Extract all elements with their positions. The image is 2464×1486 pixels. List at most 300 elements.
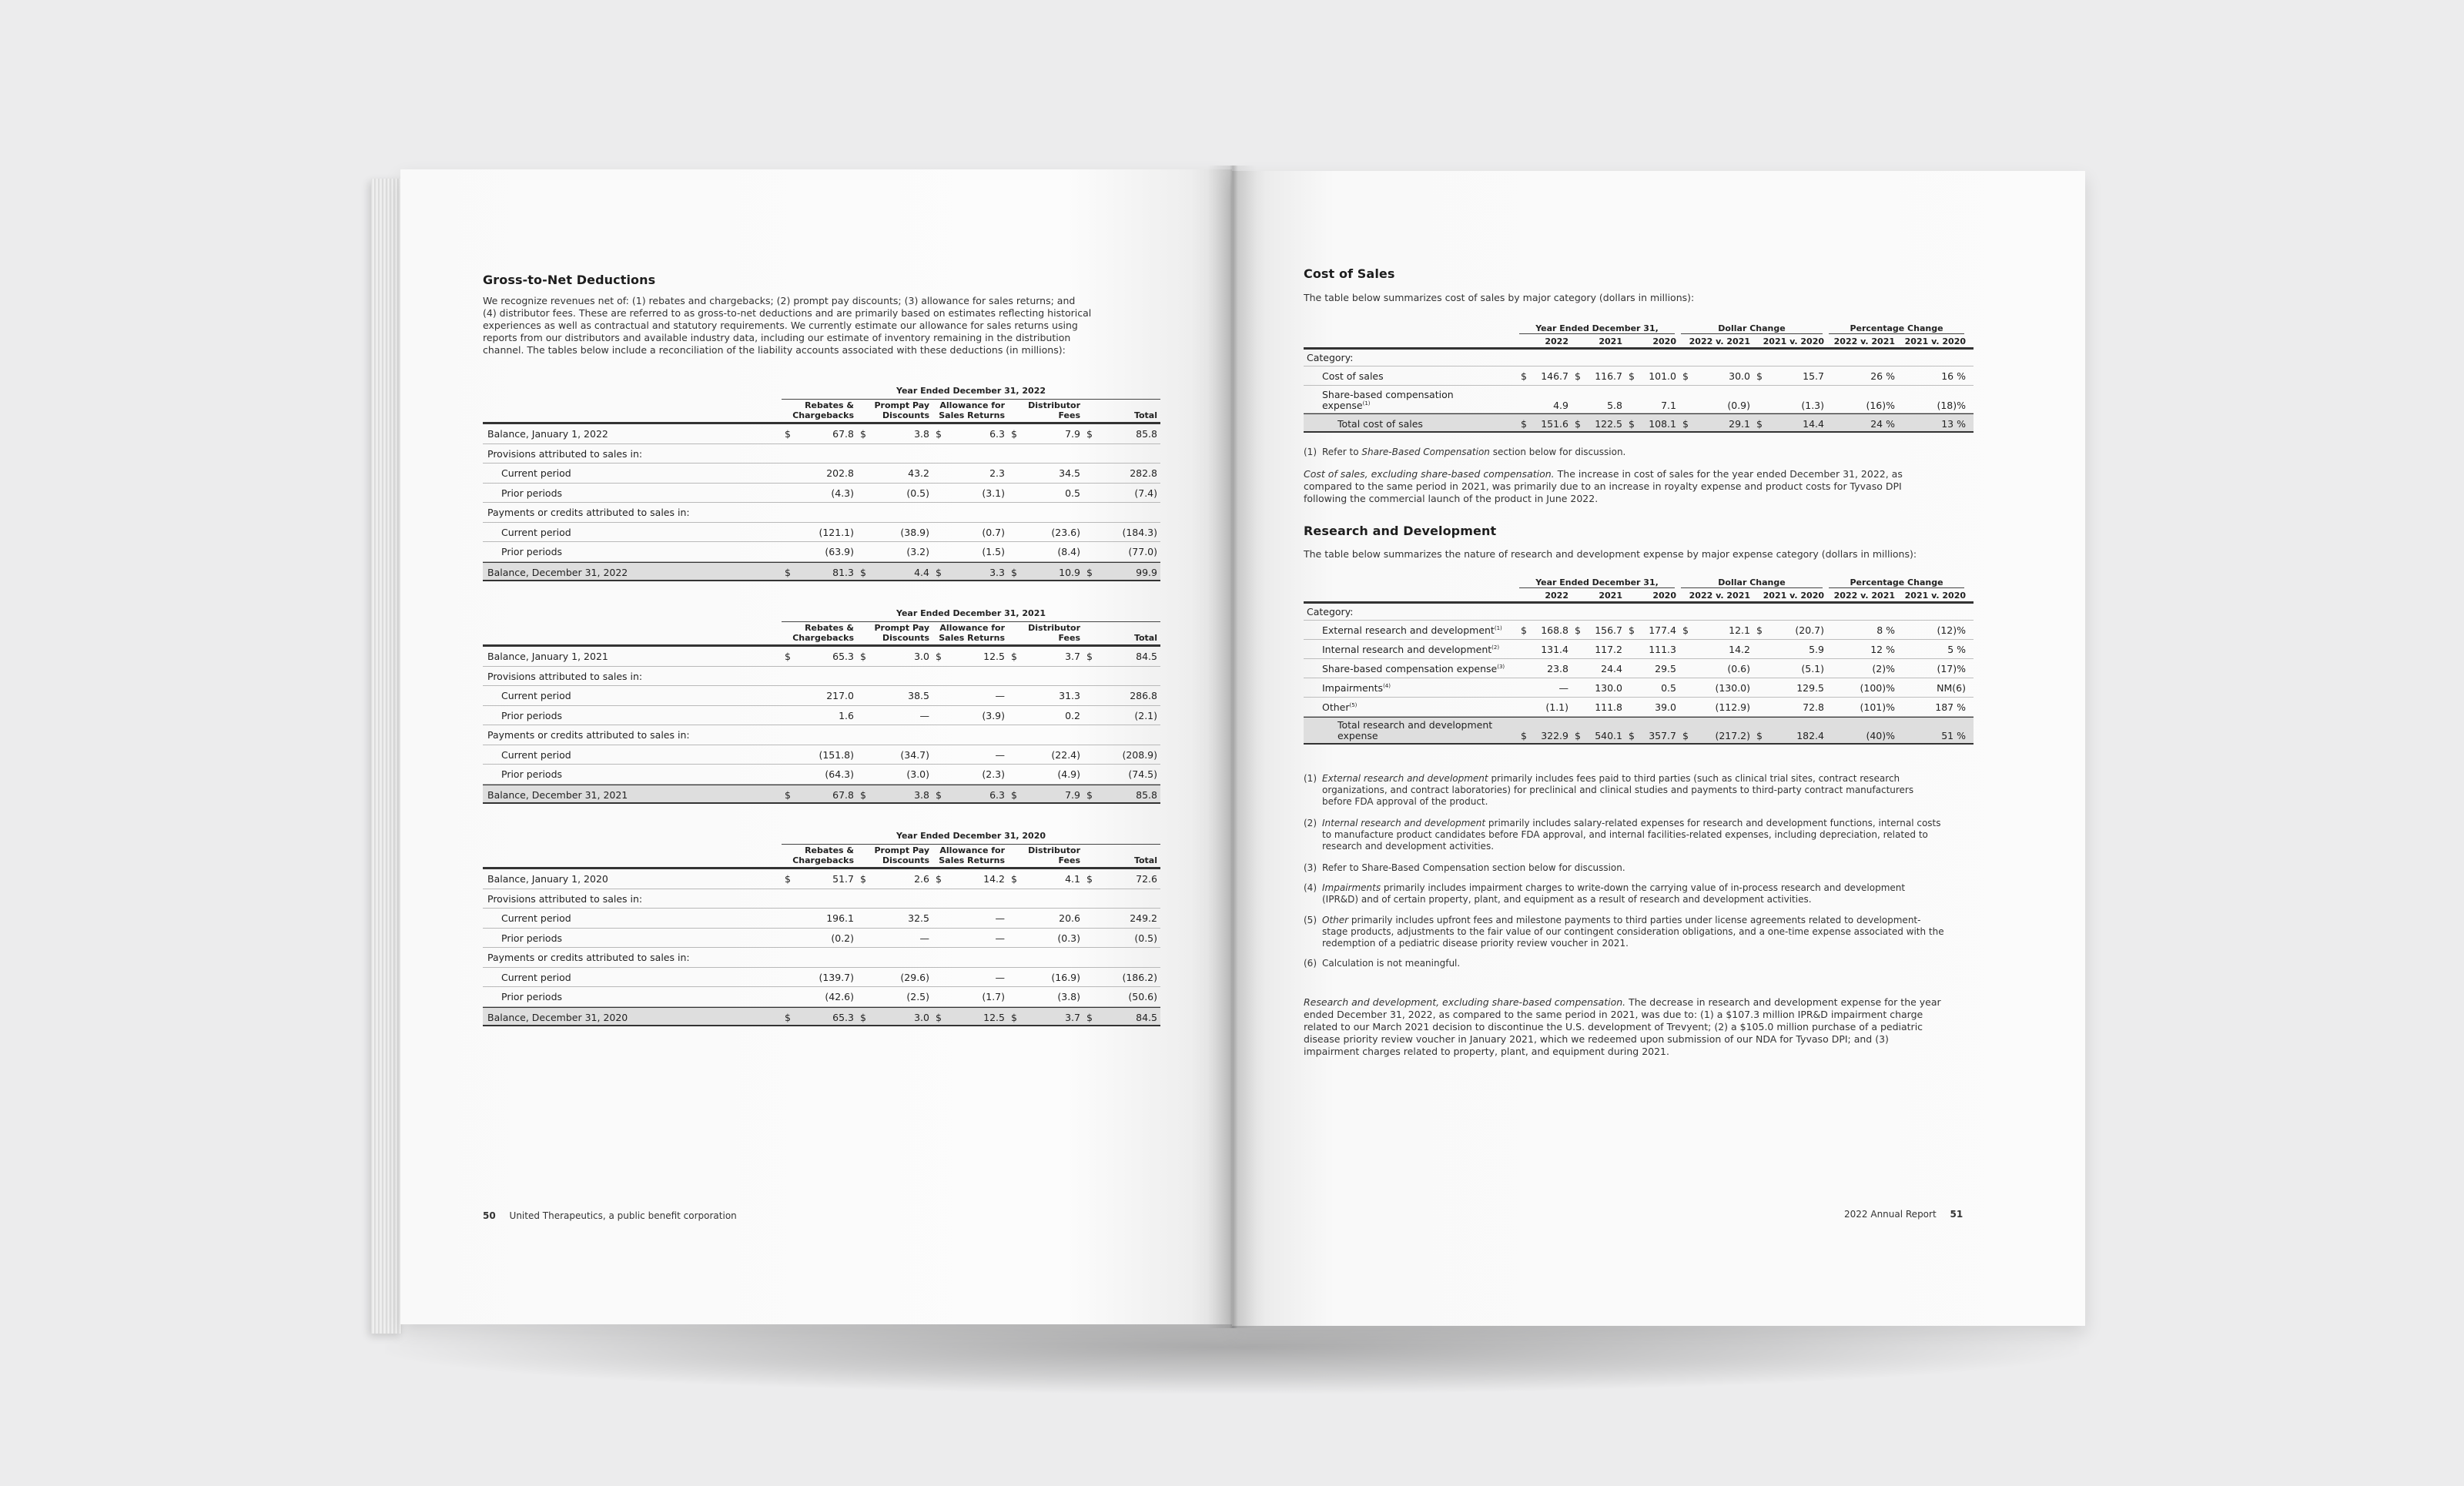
currency-symbol (1008, 968, 1011, 987)
currency-symbol: $ (1011, 873, 1017, 885)
sub-header: 2020 (1652, 336, 1676, 346)
table-cell (1008, 765, 1083, 784)
footnote-line (1322, 938, 1974, 949)
left-footer-text: United Therapeutics, a public benefit corporation (509, 1210, 737, 1221)
table-cell (1573, 414, 1627, 431)
table-row (1304, 659, 1974, 678)
table-cell (1519, 659, 1573, 678)
right-page-number: 51 (1950, 1209, 1964, 1220)
paragraph-line (1304, 996, 1981, 1009)
currency-symbol (857, 968, 860, 987)
currency-symbol (857, 484, 860, 503)
table-cell (1083, 745, 1160, 765)
cell-value: 322.9 (1541, 730, 1568, 741)
cell-value: — (995, 748, 1005, 761)
table-cell (857, 929, 932, 948)
table-cell (1008, 464, 1083, 483)
table-cell (1083, 909, 1160, 928)
row-label: Prior periods (501, 768, 563, 780)
table-cell (1755, 731, 1829, 741)
column-header-line: Chargebacks (792, 410, 854, 420)
table-cell (1519, 731, 1573, 741)
paragraph-text: The decrease in research and development expense for the year (1625, 996, 1941, 1008)
table-cell (782, 968, 857, 987)
cell-value: 117.2 (1595, 644, 1622, 655)
table-cell (1829, 640, 1900, 658)
column-header-line: Prompt Pay (874, 845, 929, 855)
cell-value: 3.8 (914, 788, 929, 801)
table-row (483, 968, 1160, 988)
column-header-line: Chargebacks (792, 633, 854, 643)
currency-symbol (932, 667, 936, 686)
table-row (483, 869, 1160, 889)
currency-symbol (1829, 640, 1830, 658)
row-label (1304, 678, 1519, 697)
cell-value: 67.8 (832, 428, 854, 440)
group-header-year: Year Ended December 31, (1519, 577, 1675, 588)
currency-symbol (857, 444, 860, 464)
table-cell (932, 706, 1008, 725)
currency-symbol (1519, 678, 1521, 697)
table-cell (1829, 621, 1900, 639)
table-cell (932, 948, 1008, 967)
sub-header: 2022 v. 2021 (1689, 591, 1750, 601)
intro-line: channel. The tables below include a reconciliation of the liability accounts associated with these deductions (in millions): (483, 344, 1066, 356)
table-cell (1829, 731, 1900, 741)
table-cell (1008, 968, 1083, 987)
footnote-line-text: primarily includes impairment charges to write-down the carrying value of in-process research and development (1381, 882, 1906, 893)
table-cell (1083, 948, 1160, 967)
table-cell (932, 968, 1008, 987)
footnote-line-text: primarily includes fees paid to third parties (such as clinical trial sites, contract research (1488, 773, 1900, 784)
footnote-line (1322, 926, 1974, 938)
cell-value: (34.7) (900, 748, 929, 761)
footnote-line-text: organizations, and contract laboratories) for preclinical and clinical studies and payments to third-party contract manufacturers (1322, 785, 1914, 795)
table-cell (1627, 731, 1681, 741)
cell-value: (121.1) (819, 526, 854, 538)
left-page-number: 50 (483, 1210, 496, 1221)
category-label: Category: (1307, 352, 1354, 363)
cell-value: (2.3) (982, 768, 1005, 780)
currency-symbol (932, 686, 936, 705)
cell-value: (12)% (1937, 624, 1966, 636)
cell-value: (1.5) (982, 546, 1005, 557)
row-label (1304, 640, 1519, 658)
currency-symbol (932, 968, 936, 987)
table-cell (1900, 400, 1970, 411)
table-row (483, 948, 1160, 968)
table-cell (1083, 987, 1160, 1006)
sub-header: 2022 (1545, 336, 1568, 346)
currency-symbol (782, 948, 785, 967)
sub-header: 2020 (1652, 591, 1676, 601)
cell-value: 7.9 (1065, 428, 1080, 440)
cell-value: 357.7 (1649, 730, 1676, 741)
table-cell (1755, 678, 1829, 697)
sub-header: 2022 v. 2021 (1833, 336, 1895, 346)
footnote-number: (1) (1304, 773, 1317, 784)
cost-footnote-1 (1304, 447, 1974, 458)
group-header-year: Year Ended December 31, (1519, 323, 1675, 334)
currency-symbol (857, 542, 860, 561)
cell-value: 85.8 (1136, 788, 1157, 801)
row-label-text: Share-based compensation (1322, 390, 1454, 400)
cell-value: 0.2 (1065, 709, 1080, 721)
cell-value: (2)% (1872, 663, 1895, 674)
cell-value: 84.5 (1136, 1011, 1157, 1023)
table-cell (1083, 686, 1160, 705)
currency-symbol (1083, 889, 1086, 909)
currency-symbol: $ (1575, 370, 1581, 382)
table-cell (1083, 484, 1160, 503)
cell-value: 16 % (1941, 370, 1966, 382)
cell-value: (16.9) (1051, 971, 1080, 983)
currency-symbol: $ (1086, 1011, 1093, 1023)
currency-symbol (1083, 929, 1086, 948)
currency-symbol (1008, 686, 1011, 705)
column-header-line: Fees (1058, 410, 1080, 420)
table-cell (1681, 698, 1755, 716)
table-cell (1681, 678, 1755, 697)
currency-symbol: $ (936, 1011, 942, 1023)
sub-header-row (1304, 588, 1974, 604)
row-label: Balance, December 31, 2020 (487, 1011, 628, 1023)
footnote-text (1322, 958, 1974, 969)
table-cell (1755, 698, 1829, 716)
row-label: Balance, January 1, 2022 (487, 428, 608, 440)
cell-value: 26 % (1870, 370, 1895, 382)
table-cell (1008, 725, 1083, 745)
column-header-line: Prompt Pay (874, 400, 929, 410)
paragraph-text: disease priority review voucher in January 2021, which we redeemed upon submission of our NDA for Tyvaso DPI; and (3) (1304, 1033, 1889, 1045)
cell-value: (186.2) (1122, 971, 1157, 983)
table-cell (1083, 869, 1160, 889)
row-label: Balance, December 31, 2022 (487, 566, 628, 578)
cell-value: (3.1) (982, 487, 1005, 499)
table-cell (1008, 889, 1083, 909)
table-cell (1519, 640, 1573, 658)
currency-symbol (1755, 678, 1756, 697)
table-cell (1627, 414, 1681, 431)
currency-symbol (1519, 698, 1521, 716)
group-header-row (1304, 320, 1974, 334)
row-label: Current period (501, 690, 571, 701)
table-cell (1755, 366, 1829, 385)
footnote-line (1322, 773, 1974, 785)
row-label: Provisions attributed to sales in: (487, 447, 643, 460)
table-cell (1083, 785, 1160, 803)
currency-symbol (782, 523, 785, 542)
intro-line: experiences as well as contractual and statutory requirements. We currently estimate our allowance for sales returns using (483, 320, 1078, 331)
table-cell (1755, 659, 1829, 678)
intro-line: (4) distributor fees. These are referred to as gross-to-net deductions and are primarily based on estimates reflecting historical (483, 307, 1092, 319)
cell-value: 5.9 (1809, 644, 1824, 655)
footnote-text (1322, 862, 1974, 874)
cell-value: (1.3) (1801, 400, 1824, 411)
table-cell (782, 785, 857, 803)
currency-symbol (1900, 400, 1901, 411)
footnote-emphasis: Other (1322, 915, 1349, 925)
cell-value: 101.0 (1649, 370, 1676, 382)
year-heading: Year Ended December 31, 2021 (782, 605, 1160, 622)
table-cell (782, 706, 857, 725)
table-cell (1519, 621, 1573, 639)
table-cell (1573, 640, 1627, 658)
footnote-number: (5) (1304, 915, 1317, 925)
paragraph-line (1304, 1033, 1981, 1046)
table-cell (1681, 414, 1755, 431)
currency-symbol (782, 987, 785, 1006)
right-page (1232, 171, 2085, 1326)
table-cell (1900, 659, 1970, 678)
column-header (932, 400, 1008, 420)
currency-symbol (857, 503, 860, 522)
footnote-marker: (2) (1491, 644, 1500, 651)
currency-symbol (1083, 706, 1086, 725)
table-cell (932, 929, 1008, 948)
currency-symbol: $ (1575, 730, 1581, 741)
paragraph-line (1304, 468, 1981, 480)
column-header-line: Discounts (882, 410, 929, 420)
rd-heading: Research and Development (1304, 524, 1497, 538)
currency-symbol (932, 444, 936, 464)
sub-header: 2021 v. 2020 (1763, 591, 1824, 601)
table-cell (1008, 1008, 1083, 1026)
footnote-emphasis: External research and development (1322, 773, 1488, 784)
footnote-line (1322, 862, 1974, 874)
cell-value: 286.8 (1130, 690, 1157, 701)
table-cell (1008, 869, 1083, 889)
row-label-text: Internal research and development (1322, 644, 1492, 655)
footnote-line-text: (IPR&D) and of certain property, plant, and equipment as a result of research and development activities. (1322, 894, 1812, 905)
row-label-text: External research and development (1322, 624, 1495, 636)
currency-symbol (1829, 731, 1830, 741)
table-cell (1900, 640, 1970, 658)
row-label: Payments or credits attributed to sales in: (487, 952, 690, 963)
currency-symbol: $ (1682, 370, 1689, 382)
currency-symbol (1681, 640, 1682, 658)
currency-symbol: $ (1521, 624, 1527, 636)
group-header-dollar: Dollar Change (1681, 577, 1823, 588)
column-header-line: Fees (1058, 855, 1080, 865)
rd-expense-table (1304, 574, 1974, 745)
cost-of-sales-discussion (1304, 468, 1981, 505)
table-row (483, 686, 1160, 706)
table-row (1304, 698, 1974, 717)
table-row (483, 503, 1160, 523)
cell-value: (7.4) (1134, 487, 1157, 499)
deductions-table-2022 (483, 383, 1160, 581)
row-label: Provisions attributed to sales in: (487, 892, 643, 905)
currency-symbol (782, 765, 785, 784)
table-cell (1900, 731, 1970, 741)
currency-symbol (1573, 698, 1575, 716)
cell-value: 129.5 (1796, 682, 1824, 694)
table-cell (1755, 400, 1829, 411)
footnote-line-text: research and development activities. (1322, 841, 1495, 852)
column-header (782, 400, 857, 420)
cell-value: 24.4 (1601, 663, 1622, 674)
currency-symbol (932, 706, 936, 725)
group-header-percentage: Percentage Change (1829, 577, 1964, 588)
currency-symbol (1829, 414, 1830, 431)
cell-value: (64.3) (825, 768, 854, 780)
cell-value: 540.1 (1595, 730, 1622, 741)
table-cell (932, 424, 1008, 443)
currency-symbol: $ (936, 428, 942, 440)
sub-header: 2022 v. 2021 (1833, 591, 1895, 601)
column-header (782, 845, 857, 865)
cell-value: 72.8 (1803, 701, 1824, 713)
currency-symbol: $ (1086, 651, 1093, 662)
currency-symbol (1627, 659, 1629, 678)
paragraph-emphasis: Cost of sales, excluding share-based compensation. (1304, 468, 1555, 480)
currency-symbol (932, 909, 936, 928)
column-header (1083, 410, 1160, 420)
book-gutter (1207, 166, 1257, 1328)
paragraph-line (1304, 480, 1981, 493)
cell-value: 67.8 (832, 788, 854, 801)
row-label: Current period (501, 748, 571, 761)
currency-symbol: $ (1756, 418, 1763, 430)
table-cell (1681, 640, 1755, 658)
table-row (483, 706, 1160, 726)
category-row (1304, 604, 1974, 621)
cell-value: 23.8 (1547, 663, 1568, 674)
currency-symbol (782, 929, 785, 948)
cell-value: (0.7) (982, 526, 1005, 538)
currency-symbol: $ (785, 788, 791, 801)
table-row (483, 725, 1160, 745)
currency-symbol (1755, 659, 1756, 678)
currency-symbol (782, 889, 785, 909)
column-header-row (483, 400, 1160, 424)
cell-value: 1.6 (839, 709, 854, 721)
currency-symbol: $ (1521, 370, 1527, 382)
table-cell (1573, 678, 1627, 697)
row-label-text: Impairments (1322, 682, 1384, 694)
cell-value: 65.3 (832, 1011, 854, 1023)
cell-value: 156.7 (1595, 624, 1622, 636)
table-cell (782, 444, 857, 464)
cell-value: 202.8 (826, 467, 854, 479)
footnote-marker: (4) (1383, 682, 1391, 689)
currency-symbol (932, 464, 936, 483)
row-label: Balance, December 31, 2021 (487, 788, 628, 801)
table-cell (782, 725, 857, 745)
table-cell (1829, 414, 1900, 431)
currency-symbol (1627, 698, 1629, 716)
row-label-text: Other (1322, 701, 1350, 713)
table-cell (1008, 948, 1083, 967)
cell-value: 30.0 (1729, 370, 1750, 382)
row-label: Payments or credits attributed to sales in: (487, 729, 690, 741)
currency-symbol (857, 725, 860, 745)
currency-symbol: $ (785, 1011, 791, 1023)
table-cell (932, 464, 1008, 483)
row-label: Current period (501, 467, 571, 479)
cell-value: (3.9) (982, 709, 1005, 721)
table-row (483, 745, 1160, 765)
table-cell (1083, 647, 1160, 666)
currency-symbol (857, 929, 860, 948)
cell-value: (0.5) (906, 487, 929, 499)
cell-value: 10.9 (1059, 566, 1080, 578)
cell-value: (4.9) (1057, 768, 1080, 780)
right-footer-text: 2022 Annual Report (1844, 1209, 1937, 1220)
table-cell (1083, 542, 1160, 561)
sub-header: 2022 v. 2021 (1689, 336, 1750, 346)
table-cell (1008, 503, 1083, 522)
currency-symbol (932, 542, 936, 561)
footnote-marker: (1) (1362, 400, 1371, 407)
footnote-emphasis: Impairments (1322, 882, 1381, 893)
currency-symbol: $ (1756, 370, 1763, 382)
currency-symbol (1900, 640, 1901, 658)
currency-symbol (782, 667, 785, 686)
currency-symbol (932, 929, 936, 948)
table-cell (857, 869, 932, 889)
paragraph-line (1304, 1046, 1981, 1058)
footnote-marker: (1) (1494, 624, 1502, 631)
total-row (483, 1007, 1160, 1027)
currency-symbol (932, 765, 936, 784)
rd-footnote (1304, 773, 1974, 808)
cell-value: 187 % (1935, 701, 1966, 713)
cell-value: 108.1 (1649, 418, 1676, 430)
cell-value: — (1558, 682, 1568, 694)
table-cell (782, 869, 857, 889)
footnote-text (1322, 882, 1974, 905)
table-row (1304, 366, 1974, 386)
currency-symbol (1083, 667, 1086, 686)
cell-value: 111.3 (1649, 644, 1676, 655)
cell-value: (184.3) (1122, 526, 1157, 538)
cell-value: 12 % (1870, 644, 1895, 655)
currency-symbol: $ (1682, 624, 1689, 636)
cell-value: (3.0) (906, 768, 929, 780)
table-cell (1083, 667, 1160, 686)
currency-symbol: $ (860, 566, 866, 578)
footnote-line (1322, 915, 1974, 926)
group-header-dollar: Dollar Change (1681, 323, 1823, 334)
table-cell (1083, 706, 1160, 725)
column-header-line: Sales Returns (939, 633, 1005, 643)
cell-value: 13 % (1941, 418, 1966, 430)
table-cell (932, 686, 1008, 705)
gross-to-net-intro (483, 295, 1145, 356)
cell-value: 196.1 (826, 912, 854, 924)
table-cell (932, 785, 1008, 803)
cell-value: (40)% (1866, 730, 1895, 741)
table-cell (782, 1008, 857, 1026)
cell-value: 3.3 (989, 566, 1005, 578)
table-row (1304, 678, 1974, 698)
cell-value: 168.8 (1541, 624, 1568, 636)
row-label: Prior periods (501, 932, 563, 944)
table-cell (1008, 444, 1083, 464)
currency-symbol: $ (860, 873, 866, 885)
currency-symbol (857, 948, 860, 967)
table-cell (782, 424, 857, 443)
table-cell (857, 523, 932, 542)
table-cell (1008, 745, 1083, 765)
cell-value: 5.8 (1607, 400, 1622, 411)
paragraph-line (1304, 1021, 1981, 1033)
currency-symbol (1008, 706, 1011, 725)
currency-symbol (1573, 640, 1575, 658)
paragraph-text: ended December 31, 2022, as compared to the same period in 2021, was due to: (1) a $107.3 million IPR&D impairment charge (1304, 1009, 1923, 1020)
